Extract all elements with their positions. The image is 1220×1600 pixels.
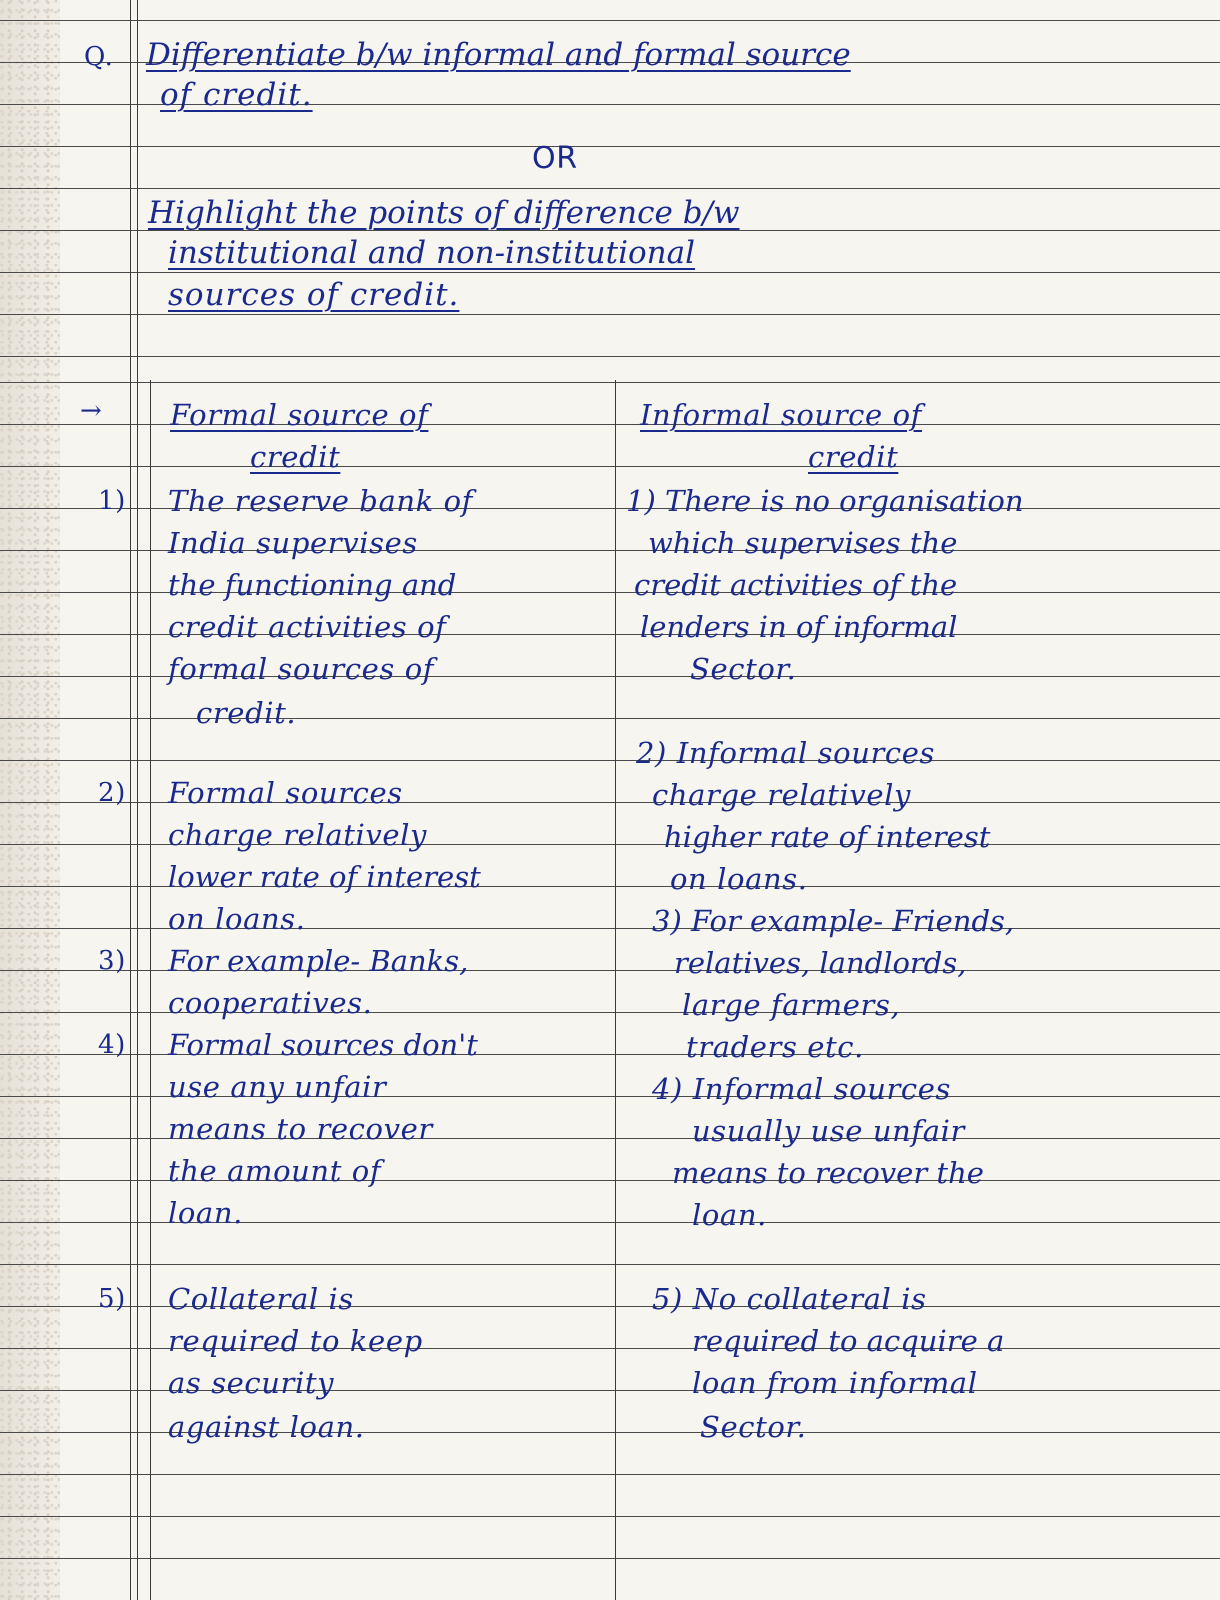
- formal-point-line: Formal sources: [168, 776, 403, 810]
- formal-point-line: India supervises: [168, 526, 418, 560]
- formal-point-line: For example- Banks,: [168, 944, 469, 978]
- question-marker: Q.: [84, 42, 114, 72]
- formal-point-line: as security: [168, 1366, 335, 1400]
- informal-point-line: Sector.: [690, 652, 797, 686]
- formal-point-line: Formal sources don't: [168, 1028, 478, 1062]
- left-margin-line-inner: [150, 380, 151, 1600]
- formal-point-line: use any unfair: [168, 1070, 387, 1104]
- informal-point-line: 4) Informal sources: [652, 1072, 952, 1106]
- ruled-line: [0, 1474, 1220, 1475]
- alt-question-line-2: institutional and non-institutional: [168, 235, 696, 271]
- informal-point-line: charge relatively: [652, 778, 911, 812]
- ruled-line: [0, 1516, 1220, 1517]
- alt-question-line-3: sources of credit.: [168, 277, 460, 313]
- informal-point-line: 5) No collateral is: [652, 1282, 927, 1316]
- informal-header-line-2: credit: [808, 440, 899, 474]
- left-margin-line-inner: [137, 0, 138, 1600]
- ruled-line: [0, 718, 1220, 719]
- informal-point-line: Sector.: [700, 1410, 807, 1444]
- informal-point-line: 3) For example- Friends,: [652, 904, 1015, 938]
- formal-point-line: loan.: [168, 1196, 243, 1230]
- formal-point-line: charge relatively: [168, 818, 427, 852]
- informal-point-line: required to acquire a: [692, 1324, 1005, 1358]
- informal-point-line: loan from informal: [692, 1366, 978, 1400]
- formal-point-line: credit.: [196, 696, 297, 730]
- informal-point-line: relatives, landlords,: [674, 946, 967, 980]
- left-margin-line: [130, 0, 131, 1600]
- formal-point-line: against loan.: [168, 1410, 365, 1444]
- informal-point-line: lenders in of informal: [640, 610, 958, 644]
- ruled-line: [0, 356, 1220, 357]
- formal-point-line: The reserve bank of: [168, 484, 474, 518]
- ruled-line: [0, 188, 1220, 189]
- formal-point-line: lower rate of interest: [168, 860, 481, 894]
- informal-point-line: traders etc.: [686, 1030, 864, 1064]
- question-line-1: Differentiate b/w informal and formal source: [146, 37, 851, 73]
- formal-point-line: Collateral is: [168, 1282, 354, 1316]
- informal-point-line: credit activities of the: [634, 568, 958, 602]
- informal-point-line: usually use unfair: [692, 1114, 965, 1148]
- formal-point-line: the functioning and: [168, 568, 457, 602]
- informal-point-line: means to recover the: [672, 1156, 984, 1190]
- ruled-line: [0, 20, 1220, 21]
- alt-question-line-1: Highlight the points of difference b/w: [148, 195, 740, 231]
- ruled-line: [0, 1558, 1220, 1559]
- informal-point-line: which supervises the: [648, 526, 958, 560]
- ruled-line: [0, 760, 1220, 761]
- ruled-line: [0, 272, 1220, 273]
- formal-point-line: cooperatives.: [168, 986, 373, 1020]
- paper-edge: [0, 0, 60, 1600]
- formal-point-number: 3): [98, 946, 126, 976]
- formal-point-line: on loans.: [168, 902, 306, 936]
- column-divider: [615, 380, 616, 1600]
- formal-point-number: 5): [98, 1284, 126, 1314]
- informal-point-line: large farmers,: [682, 988, 901, 1022]
- ruled-line: [0, 1264, 1220, 1265]
- formal-point-line: credit activities of: [168, 610, 447, 644]
- or-separator: OR: [532, 141, 578, 176]
- ruled-line: [0, 466, 1220, 467]
- informal-point-line: higher rate of interest: [664, 820, 991, 854]
- informal-point-line: 2) Informal sources: [636, 736, 936, 770]
- formal-point-number: 4): [98, 1030, 126, 1060]
- informal-point-line: on loans.: [670, 862, 808, 896]
- ruled-line: [0, 146, 1220, 147]
- informal-point-line: loan.: [692, 1198, 767, 1232]
- answer-arrow-icon: →: [80, 396, 103, 426]
- formal-point-number: 1): [98, 486, 126, 516]
- informal-header-line-1: Informal source of: [640, 398, 922, 432]
- question-line-2: of credit.: [160, 77, 313, 113]
- formal-point-line: means to recover: [168, 1112, 433, 1146]
- formal-point-line: the amount of: [168, 1154, 382, 1188]
- ruled-line: [0, 314, 1220, 315]
- formal-point-line: formal sources of: [168, 652, 435, 686]
- formal-header-line-1: Formal source of: [170, 398, 429, 432]
- formal-point-number: 2): [98, 778, 126, 808]
- formal-header-line-2: credit: [250, 440, 341, 474]
- ruled-line: [0, 382, 1220, 383]
- formal-point-line: required to keep: [168, 1324, 423, 1358]
- informal-point-line: 1) There is no organisation: [626, 484, 1024, 518]
